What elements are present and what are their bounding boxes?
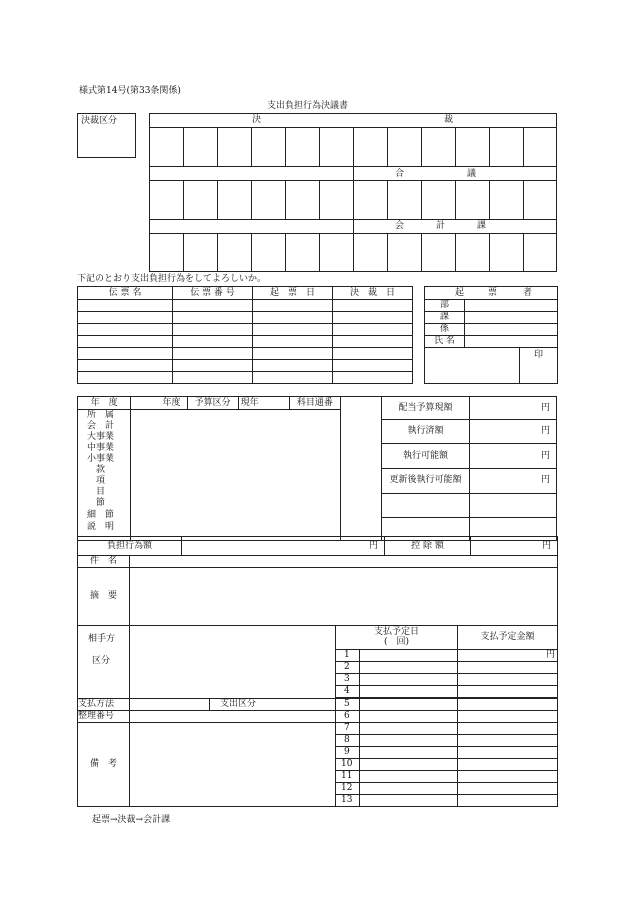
payment-amount-cell[interactable] [458,674,558,686]
voucher-cell[interactable] [78,348,173,360]
payment-date-cell[interactable] [360,771,458,783]
voucher-cell[interactable] [78,360,173,372]
grid-line [353,233,354,272]
issuer-dept-label: 部 [425,300,465,312]
payment-category-label[interactable]: 支出区分 [210,699,336,711]
payment-date-cell[interactable] [360,699,458,711]
issuer-seal[interactable]: 印 [520,348,558,384]
issuer-header-c: 者 [523,288,533,298]
deduction-value[interactable]: 円 [471,537,558,556]
voucher-cell[interactable] [253,348,333,360]
voucher-cell[interactable] [253,336,333,348]
voucher-header-name: 伝 票 名 [78,287,173,300]
budget-content-ext[interactable] [341,433,382,540]
voucher-cell[interactable] [333,372,413,384]
payment-date-cell[interactable] [360,650,458,662]
grid-line [353,180,354,219]
voucher-cell[interactable] [173,336,253,348]
account-no-label: 科目通番 [289,397,340,410]
budget-category-label: 予算区分 [187,397,238,410]
payment-amount-cell[interactable] [458,699,558,711]
year-label: 年 度 [78,397,131,410]
voucher-cell[interactable] [333,300,413,312]
payment-amount-cell[interactable] [458,747,558,759]
decision-category-label: 決裁区分 [81,116,118,126]
label-setsu: 節 [96,498,106,508]
voucher-cell[interactable] [333,360,413,372]
voucher-cell[interactable] [253,312,333,324]
remarks-label: 備 考 [78,723,130,807]
voucher-cell[interactable] [253,324,333,336]
payment-table [77,625,558,807]
payment-date-cell[interactable] [360,783,458,795]
issuer-section-label: 課 [425,312,465,324]
grid-line [489,180,490,219]
voucher-cell[interactable] [78,300,173,312]
blank-right-b[interactable] [469,493,556,518]
payment-amount-cell[interactable] [458,662,558,674]
voucher-cell[interactable] [173,312,253,324]
payment-amount-cell[interactable] [458,759,558,771]
blank-right-a[interactable] [381,493,469,518]
voucher-cell[interactable] [173,348,253,360]
grid-line [387,233,388,272]
grid-line [523,127,524,166]
voucher-cell[interactable] [333,312,413,324]
voucher-cell[interactable] [173,360,253,372]
payment-amount-cell[interactable]: 円 [458,650,558,662]
label-moku: 目 [96,487,106,497]
kessai-right: 裁 [444,115,454,125]
grid-line [387,127,388,166]
row-num: 13 [336,795,360,807]
grid-line [251,127,252,166]
label-minor-project: 小事業 [87,454,115,464]
voucher-cell[interactable] [78,336,173,348]
voucher-cell[interactable] [253,300,333,312]
subject-label: 件 名 [78,556,130,568]
reference-no-field[interactable] [130,711,336,723]
executable-label: 執行可能額 [381,444,469,469]
grid-line [489,233,490,272]
voucher-cell[interactable] [78,324,173,336]
voucher-cell[interactable] [333,348,413,360]
voucher-cell[interactable] [333,324,413,336]
label-explanation: 説 明 [87,522,115,532]
kaikei-a: 会 [395,221,405,231]
payment-amount-cell[interactable] [458,735,558,747]
grid-line [523,180,524,219]
executed-label: 執行済額 [381,420,469,444]
account-no-field[interactable] [341,397,382,434]
grid-line [455,233,456,272]
grid-line [421,127,422,166]
voucher-cell[interactable] [253,360,333,372]
amount-row [77,536,558,556]
grid-line [455,180,456,219]
issuer-section-field[interactable] [465,312,558,324]
grid-line [183,180,184,219]
current-year-label[interactable]: 現年 [238,397,289,410]
grid-line [319,233,320,272]
grid-line [251,180,252,219]
remarks-field[interactable] [130,723,336,807]
label-sub-setsu: 細 節 [87,510,115,520]
budget-content[interactable] [131,410,341,541]
payment-amount-cell[interactable] [458,795,558,807]
subject-table [77,555,558,626]
grid-line [285,127,286,166]
grid-line [217,180,218,219]
issuer-dept-field[interactable] [465,300,558,312]
grid-line [183,127,184,166]
label-affiliation: 所 属 [87,410,115,420]
voucher-cell[interactable] [173,300,253,312]
burden-amount-value[interactable]: 円 [182,537,385,556]
grid-line [455,127,456,166]
grid-line [285,233,286,272]
payment-date-cell[interactable] [360,723,458,735]
grid-line [523,233,524,272]
payment-method-label: 支払方法 [78,699,130,711]
row-num: 3 [336,674,360,686]
deduction-label: 控 除 額 [385,537,471,556]
issuer-header [425,287,558,300]
counterparty-field[interactable] [130,626,336,699]
issuer-header-a: 起 [455,288,465,298]
issuer-table [424,286,558,384]
payment-amount-cell[interactable] [458,783,558,795]
grid-line [251,233,252,272]
row-num: 5 [336,699,360,711]
voucher-cell[interactable] [333,336,413,348]
row-num: 12 [336,783,360,795]
label-mid-project: 中事業 [87,443,115,453]
grid-line [353,166,354,180]
label-major-project: 大事業 [87,432,115,442]
flow-note: 起票→決裁→会計課 [92,815,171,825]
payment-amount-cell[interactable] [458,723,558,735]
payment-amount-cell[interactable] [458,686,558,698]
payment-amount-cell[interactable] [458,711,558,723]
grid-line [421,233,422,272]
budget-table [77,396,557,541]
kaikei-b: 計 [436,221,446,231]
row-num: 10 [336,759,360,771]
payment-date-cell[interactable] [360,674,458,686]
issuer-name-label: 氏 名 [425,336,465,348]
updated-executable-value[interactable]: 円 [469,468,556,493]
grid-line [319,127,320,166]
kaikei-c: 課 [477,221,487,231]
payment-date-cell[interactable] [360,711,458,723]
subject-field[interactable] [130,556,558,568]
grid-line [353,219,354,233]
grid-line [217,127,218,166]
summary-label: 摘 要 [78,568,130,626]
payment-date-cell[interactable] [360,795,458,807]
issuer-name-area[interactable] [425,348,520,384]
grid-line [353,127,354,166]
grid-line [387,180,388,219]
row-num: 4 [336,686,360,698]
row-num: 7 [336,723,360,735]
payment-date-cell[interactable] [360,686,458,698]
grid-line [489,127,490,166]
budget-labels [78,410,131,541]
voucher-cell[interactable] [173,324,253,336]
form-number: 様式第14号(第33条関係) [79,86,181,96]
payment-date-cell[interactable] [360,662,458,674]
allocated-budget-value[interactable]: 円 [469,397,556,420]
grid-line [319,180,320,219]
voucher-cell[interactable] [253,372,333,384]
voucher-cell[interactable] [78,372,173,384]
grid-line [217,233,218,272]
label-kou: 項 [96,476,106,486]
payment-amount-cell[interactable] [458,771,558,783]
year-suffix[interactable]: 年度 [131,397,187,410]
issuer-name-field[interactable] [465,336,558,348]
row-num: 1 [336,650,360,662]
decision-category-box[interactable] [77,113,136,158]
row-num: 8 [336,735,360,747]
gougi-left: 合 [395,169,405,179]
grid-line [421,180,422,219]
payment-method-field[interactable] [130,699,210,711]
executable-value[interactable]: 円 [469,444,556,469]
updated-executable-label: 更新後執行可能額 [381,468,469,493]
voucher-header-decision: 決 裁 日 [333,287,413,300]
summary-field[interactable] [130,568,558,626]
intro-text: 下記のとおり支出負担行為をしてよろしいか。 [77,274,267,284]
gougi-right: 議 [467,169,477,179]
row-num: 6 [336,711,360,723]
burden-amount-label: 負担行為額 [78,537,182,556]
row-num: 11 [336,771,360,783]
form-title: 支出負担行為決議書 [267,101,349,111]
voucher-table [77,286,413,384]
grid-line [183,233,184,272]
issuer-unit-field[interactable] [465,324,558,336]
executed-value[interactable]: 円 [469,420,556,444]
issuer-header-b: 票 [488,288,498,298]
grid-line [285,180,286,219]
voucher-header-number: 伝 票 番 号 [173,287,253,300]
label-account: 会 計 [87,421,115,431]
payment-date-cell[interactable] [360,735,458,747]
voucher-cell[interactable] [78,312,173,324]
payment-date-cell[interactable] [360,759,458,771]
payment-date-header: 支払予定日 ( 回) [336,626,458,650]
counterparty-label: 相手方 区分 [78,626,130,699]
payment-amount-header: 支払予定金額 [458,626,558,650]
reference-no-label: 整理番号 [78,711,130,723]
row-num: 2 [336,662,360,674]
row-num: 9 [336,747,360,759]
allocated-budget-label: 配当予算現額 [381,397,469,420]
issuer-unit-label: 係 [425,324,465,336]
voucher-header-date: 起 票 日 [253,287,333,300]
kessai-left: 決 [252,115,262,125]
label-kan: 款 [96,465,106,475]
voucher-cell[interactable] [173,372,253,384]
payment-date-cell[interactable] [360,747,458,759]
